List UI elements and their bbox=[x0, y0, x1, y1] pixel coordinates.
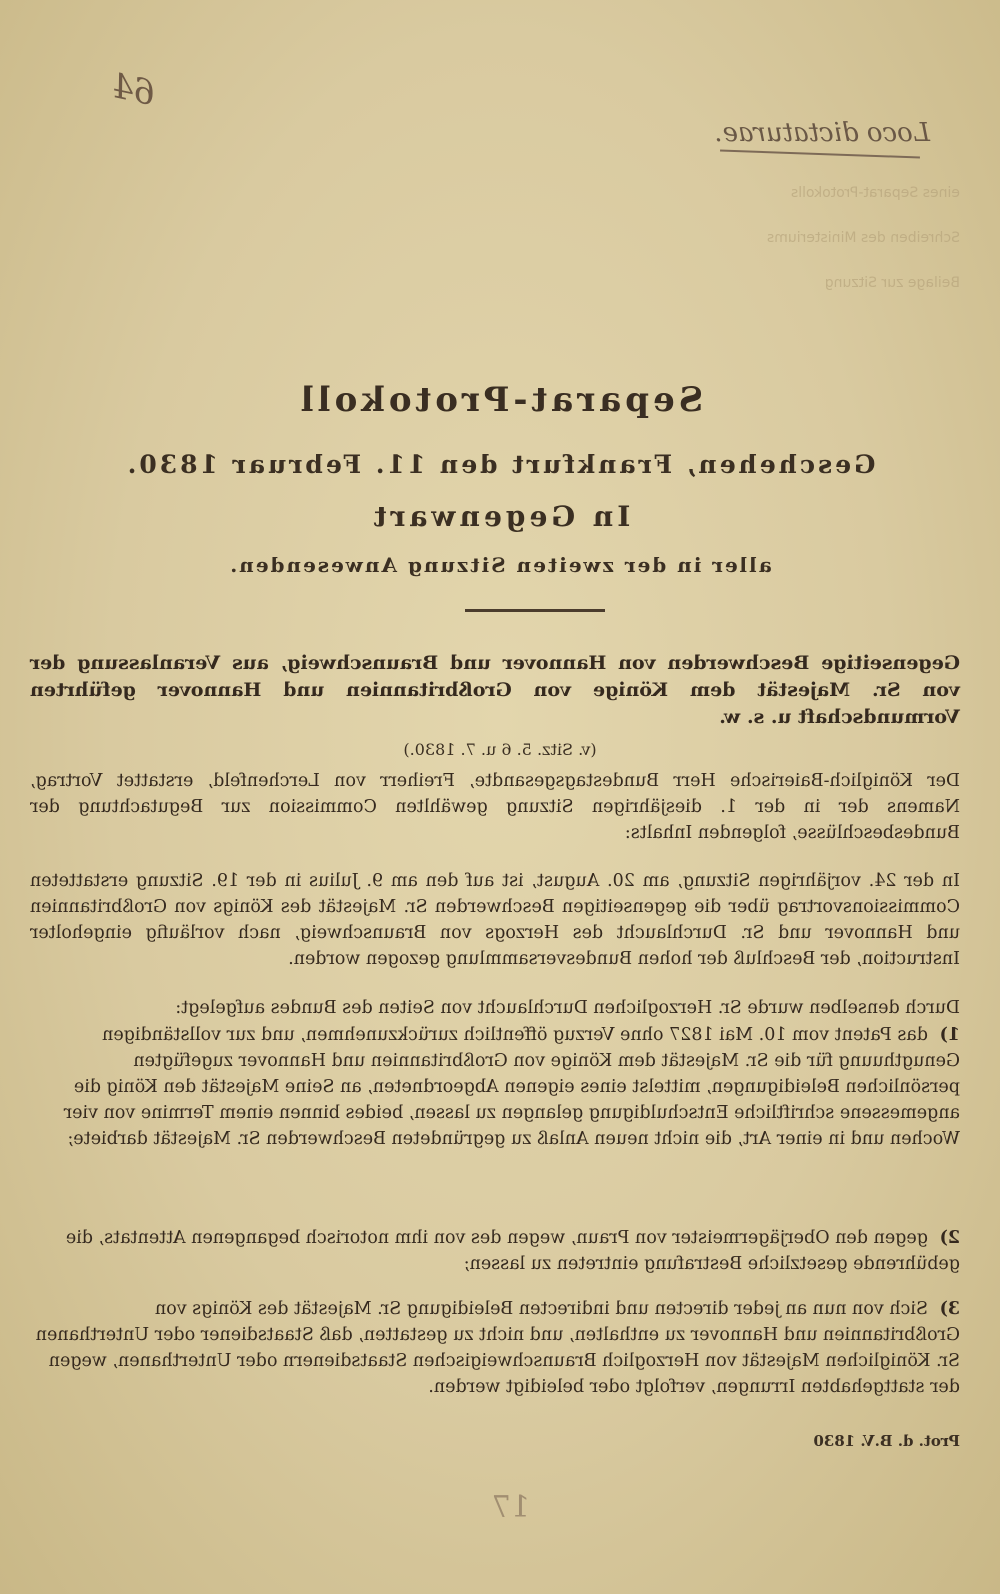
faint-show-through-line: Schreiben des Ministeriums bbox=[766, 230, 960, 246]
protocol-reference: Prot. d. B.V. 1830 bbox=[813, 1432, 960, 1450]
subject-reference: (v. Sitz. 5. 6 u. 7. 1830.) bbox=[403, 740, 597, 759]
faint-show-through-line: Beilage zur Sitzung bbox=[824, 275, 960, 291]
presence-heading: In Gegenwart bbox=[369, 500, 631, 533]
decision-item bbox=[30, 1022, 960, 1152]
presence-subheading: aller in der zweiten Sitzung Anwesenden. bbox=[228, 553, 772, 577]
document-title: Separat-Protokoll bbox=[296, 380, 704, 420]
handwritten-page-number: 64 bbox=[108, 65, 159, 115]
session-paragraph: In der 24. vorjährigen Sitzung, am 20. August, ist auf den am 9. Julius in der 19. Sitzung erstatteten Commissionsvortrag über die gegenseitigen Beschwerden Sr. Majestät des Königs von Großbritannien und Hannover und Sr. Durchlaucht des Herzogs von Braunschweig, nach vorläufig eingeholter Instruction, der Beschluß der hohen Bundesversammlung gezogen worden. bbox=[30, 871, 960, 969]
title-divider bbox=[465, 609, 605, 612]
item-text: Sich von nun an jeder directen und indirecten Beleidigung Sr. Majestät des Königs von Großbritannien und Hannover zu enthalten, und nicht zu gestatten, daß Staatsdiener oder Unterthanen Sr. Königlichen Majestät von Herzoglich Braunschweigischen Staatsdienern oder Unterthanen, wegen der stattgehabten Irrungen, verfolgt oder beleidigt werden. bbox=[35, 1299, 960, 1397]
decision-item bbox=[30, 1225, 960, 1277]
faint-show-through-line: eines Separat-Protokolls bbox=[790, 185, 960, 201]
item-number: 3) bbox=[939, 1299, 960, 1319]
intro-paragraph: Der Königlich-Baierische Herr Bundestagsgesandte, Freiherr von Lerchenfeld, erstattet Vortrag, Namens der in der 1. diesjährigen Sitzung gewählten Commission zur Begutachtung der Bundesbeschlüsse, folgenden Inhalts: bbox=[30, 771, 960, 843]
loco-underline bbox=[720, 150, 920, 159]
decision-paragraph: Durch denselben wurde Sr. Herzoglichen Durchlaucht von Seiten des Bundes aufgelegt: bbox=[175, 998, 960, 1018]
subject-heading: Gegenseitige Beschwerden von Hannover und Braunschweig, aus Veranlassung der von Sr. Majestät dem Könige von Großbritannien und Hannover geführten Vormundschaft u. s. w. bbox=[30, 652, 960, 728]
item-text: das Patent vom 10. Mai 1827 ohne Verzug öffentlich zurückzunehmen, und zur vollständigen Genugthuung für die Sr. Majestät dem Könige von Großbritannien und Hannover zugefügten persönlichen Beleidigungen, mittelst eines eigenen Abgeordneten, an Seine Majestät den König die angemessene schriftliche Entschuldigung gelangen zu lassen, beides binnen einem Termine von vier Wochen und in einer Art, die nicht neuen Anlaß zu gegründeten Beschwerden Sr. Majestät darbiete; bbox=[63, 1025, 960, 1149]
item-number: 1) bbox=[939, 1025, 960, 1045]
item-number: 2) bbox=[939, 1228, 960, 1248]
loco-annotation: Loco dictaturae. bbox=[714, 118, 930, 148]
item-text: gegen den Oberjägermeister von Praun, wegen des von ihm notorisch begangenen Attentats, die gebührende gesetzliche Bestrafung eintreten zu lassen; bbox=[65, 1228, 960, 1274]
pencil-mark: 17 bbox=[491, 1490, 530, 1525]
document-date: Geschehen, Frankfurt den 11. Februar 1830. bbox=[124, 450, 876, 479]
decision-item bbox=[30, 1296, 960, 1400]
